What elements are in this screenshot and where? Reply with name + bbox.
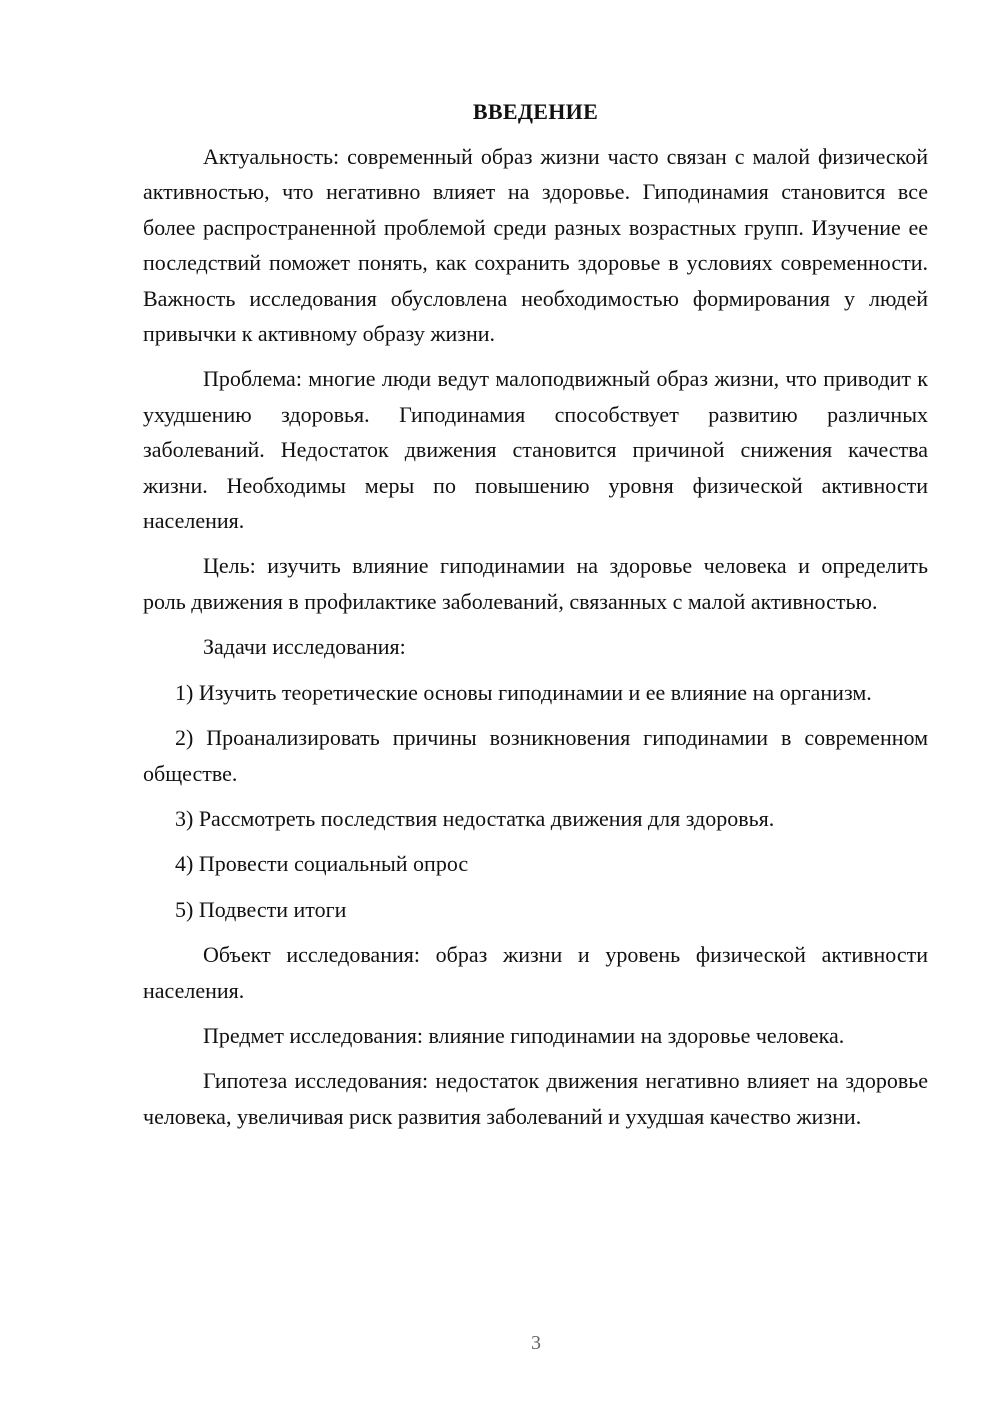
section-title: ВВЕДЕНИЕ — [472, 99, 599, 124]
paragraph-relevance: Актуальность: современный образ жизни часто связан с малой физической активностью, что негативно влияет на здоровье. Гиподинамия становится все более распространенной проблемой среди разных возрастных групп. Изучение ее последствий поможет понять, как сохранить здоровье в условиях современности. Важность исследования обусловлена необходимостью формирования у людей привычки к активному образу жизни. — [143, 144, 928, 347]
paragraph-hypothesis: Гипотеза исследования: недостаток движения негативно влияет на здоровье человека, увеличивая риск развития заболеваний и ухудшая качество жизни. — [143, 1068, 928, 1129]
task-item-5: 5) Подвести итоги — [175, 896, 347, 922]
document-page — [143, 94, 928, 1144]
task-item-2: 2) Проанализировать причины возникновения гиподинамии в современном обществе. — [143, 725, 928, 786]
paragraph-object: Объект исследования: образ жизни и уровень физической активности населения. — [143, 942, 928, 1003]
paragraph-goal: Цель: изучить влияние гиподинамии на здоровье человека и определить роль движения в профилактике заболеваний, связанных с малой активностью. — [143, 553, 928, 614]
task-item-1: 1) Изучить теоретические основы гиподинамии и ее влияние на организм. — [175, 679, 872, 705]
paragraph-subject: Предмет исследования: влияние гиподинамии на здоровье человека. — [203, 1022, 845, 1048]
task-item-4: 4) Провести социальный опрос — [175, 851, 469, 877]
paragraph-problem: Проблема: многие люди ведут малоподвижный образ жизни, что приводит к ухудшению здоровья. Гиподинамия способствует развитию различных заболеваний. Недостаток движения становится причиной снижения качества жизни. Необходимы меры по повышению уровня физической активности населения. — [143, 366, 928, 534]
task-item-3: 3) Рассмотреть последствия недостатка движения для здоровья. — [175, 805, 775, 831]
page-number: 3 — [531, 1332, 541, 1354]
tasks-heading: Задачи исследования: — [203, 634, 406, 660]
